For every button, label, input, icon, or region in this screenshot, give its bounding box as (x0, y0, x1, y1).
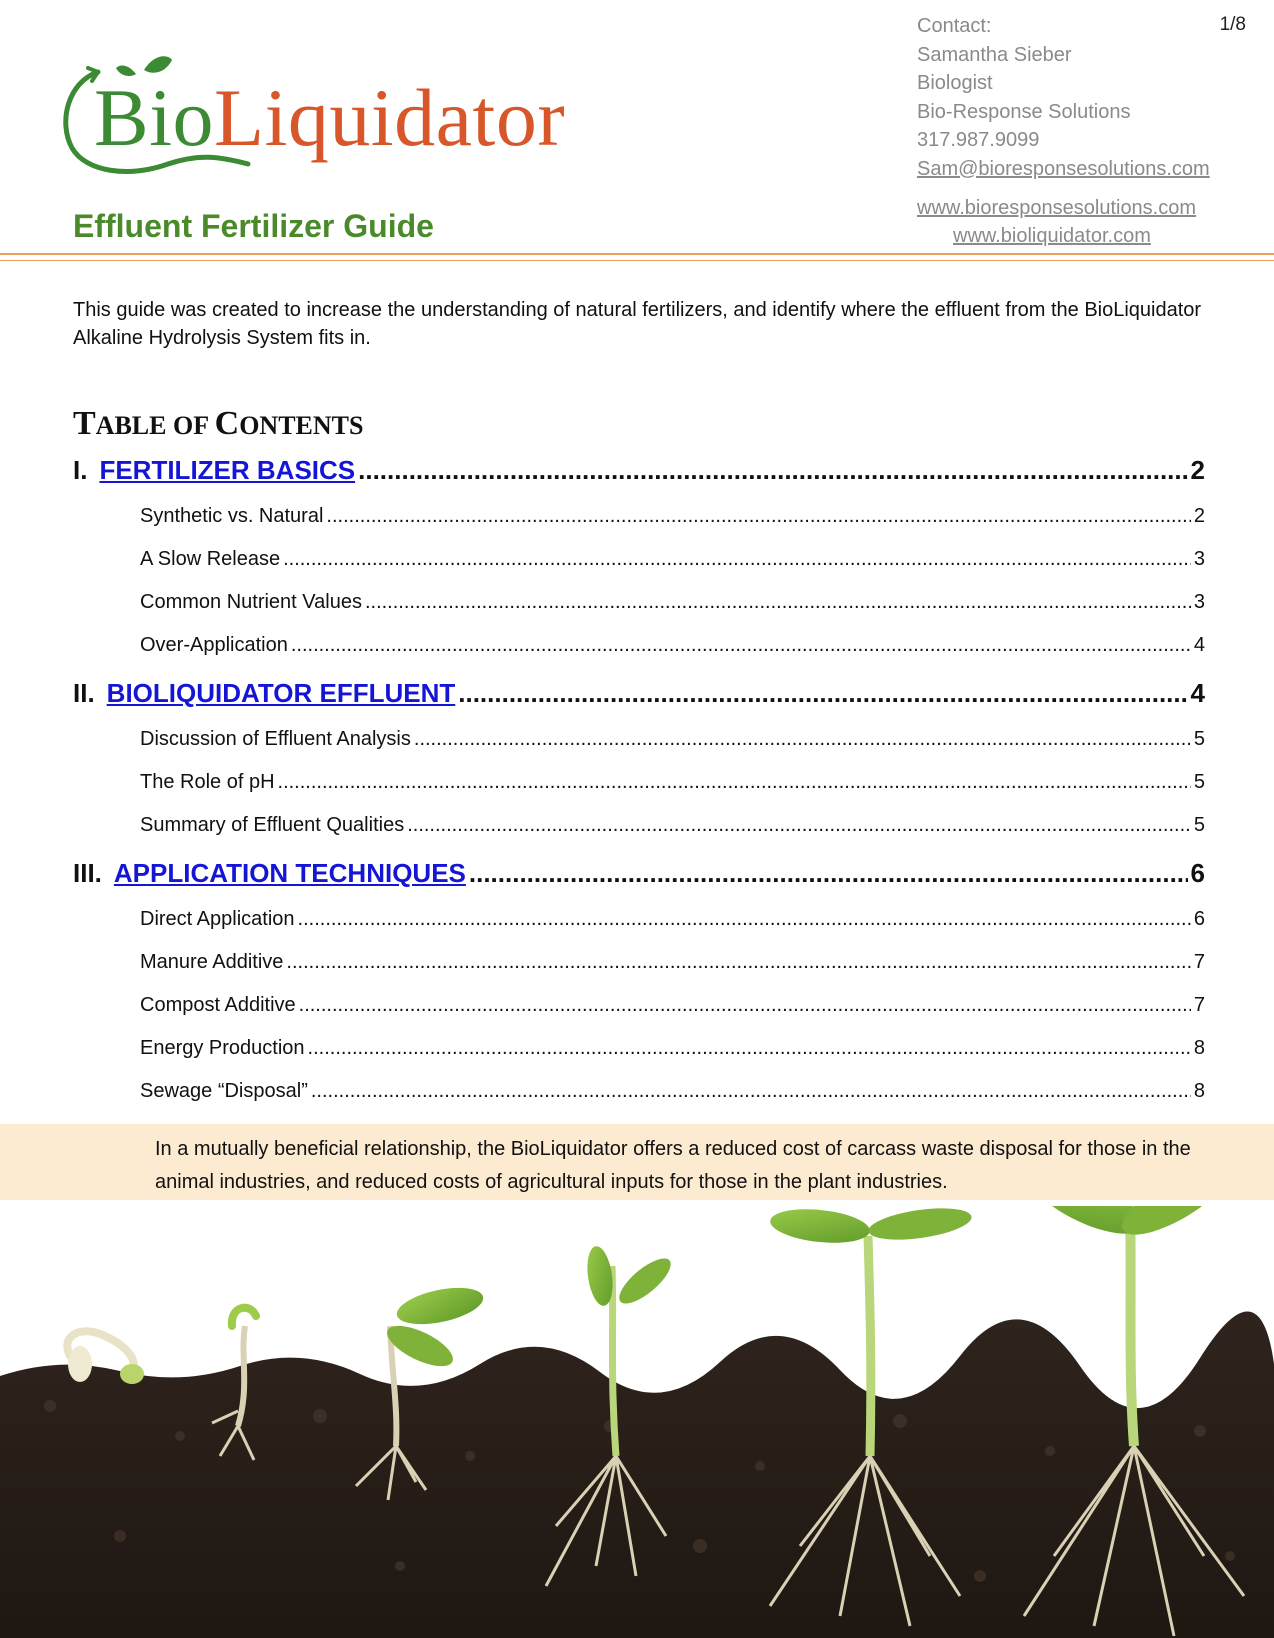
toc-section-application-techniques[interactable]: III. APPLICATION TECHNIQUES ..... 6 (73, 858, 1205, 889)
toc-section-link[interactable]: APPLICATION TECHNIQUES (113, 858, 466, 888)
toc-entry[interactable]: Energy Production ..... 8 (140, 1037, 1205, 1060)
toc-section-fertilizer-basics[interactable]: I. FERTILIZER BASICS ..... 2 (73, 455, 1205, 486)
document-title: Effluent Fertilizer Guide (73, 208, 434, 244)
toc-section-bioliquidator-effluent[interactable]: II. BIOLIQUIDATOR EFFLUENT ..... 4 (73, 678, 1205, 709)
logo-liquidator: Liquidator (213, 72, 566, 163)
logo-wordmark (94, 70, 565, 166)
header-divider (0, 253, 1274, 255)
toc-entry[interactable]: A Slow Release ..... 3 (140, 548, 1205, 571)
header-divider-thin (0, 260, 1274, 261)
toc-section-link[interactable]: FERTILIZER BASICS (99, 455, 356, 485)
callout-box (0, 1124, 1274, 1200)
contact-name: Samantha Sieber (917, 43, 1072, 66)
toc-entry[interactable]: Manure Additive ..... 7 (140, 951, 1205, 974)
contact-label: Contact: (917, 15, 992, 37)
toc-entry[interactable]: Common Nutrient Values ..... 3 (140, 591, 1205, 614)
toc-entry[interactable]: The Role of pH ..... 5 (140, 771, 1205, 794)
toc-page-number: 6 (1190, 858, 1205, 888)
contact-phone: 317.987.9099 (917, 129, 1040, 151)
website-links (917, 194, 1196, 250)
toc-entry[interactable]: Sewage “Disposal” ..... 8 (140, 1080, 1205, 1103)
toc-entry[interactable]: Summary of Effluent Qualities ..... 5 (140, 814, 1205, 837)
contact-block (917, 12, 1210, 183)
contact-company: Bio-Response Solutions (917, 100, 1131, 123)
contact-email-link[interactable]: Sam@bioresponsesolutions.com (917, 157, 1210, 180)
toc-page-number: 2 (1190, 455, 1205, 485)
toc-entry[interactable]: Compost Additive ..... 7 (140, 994, 1205, 1017)
toc-section-link[interactable]: BIOLIQUIDATOR EFFLUENT (106, 678, 456, 708)
toc-heading: TABLE OF CONTENTS (73, 405, 364, 442)
page-number: 1/8 (1219, 14, 1246, 35)
logo-bio: Bio (94, 72, 214, 163)
toc-entry[interactable]: Over-Application ..... 4 (140, 634, 1205, 657)
toc-entry[interactable]: Direct Application ..... 6 (140, 908, 1205, 931)
callout-text: In a mutually beneficial relationship, the BioLiquidator offers a reduced cost of carcass waste disposal for those in the animal industries, and reduced costs of agricultural inputs for those in the plant industries. (155, 1138, 1191, 1193)
contact-role: Biologist (917, 72, 993, 94)
seedlings-in-soil-image (0, 1206, 1274, 1638)
toc-entry[interactable]: Discussion of Effluent Analysis ..... 5 (140, 728, 1205, 751)
website-link-bioresponse[interactable]: www.bioresponsesolutions.com (917, 197, 1197, 219)
toc-entry[interactable]: Synthetic vs. Natural ..... 2 (140, 505, 1205, 528)
bioliquidator-logo (58, 52, 638, 182)
toc-page-number: 4 (1190, 678, 1205, 708)
intro-paragraph: This guide was created to increase the understanding of natural fertilizers, and identify where the effluent from the BioLiquidator Alkaline Hydrolysis System fits in. (73, 299, 1202, 349)
website-link-bioliquidator[interactable]: www.bioliquidator.com (953, 225, 1151, 247)
